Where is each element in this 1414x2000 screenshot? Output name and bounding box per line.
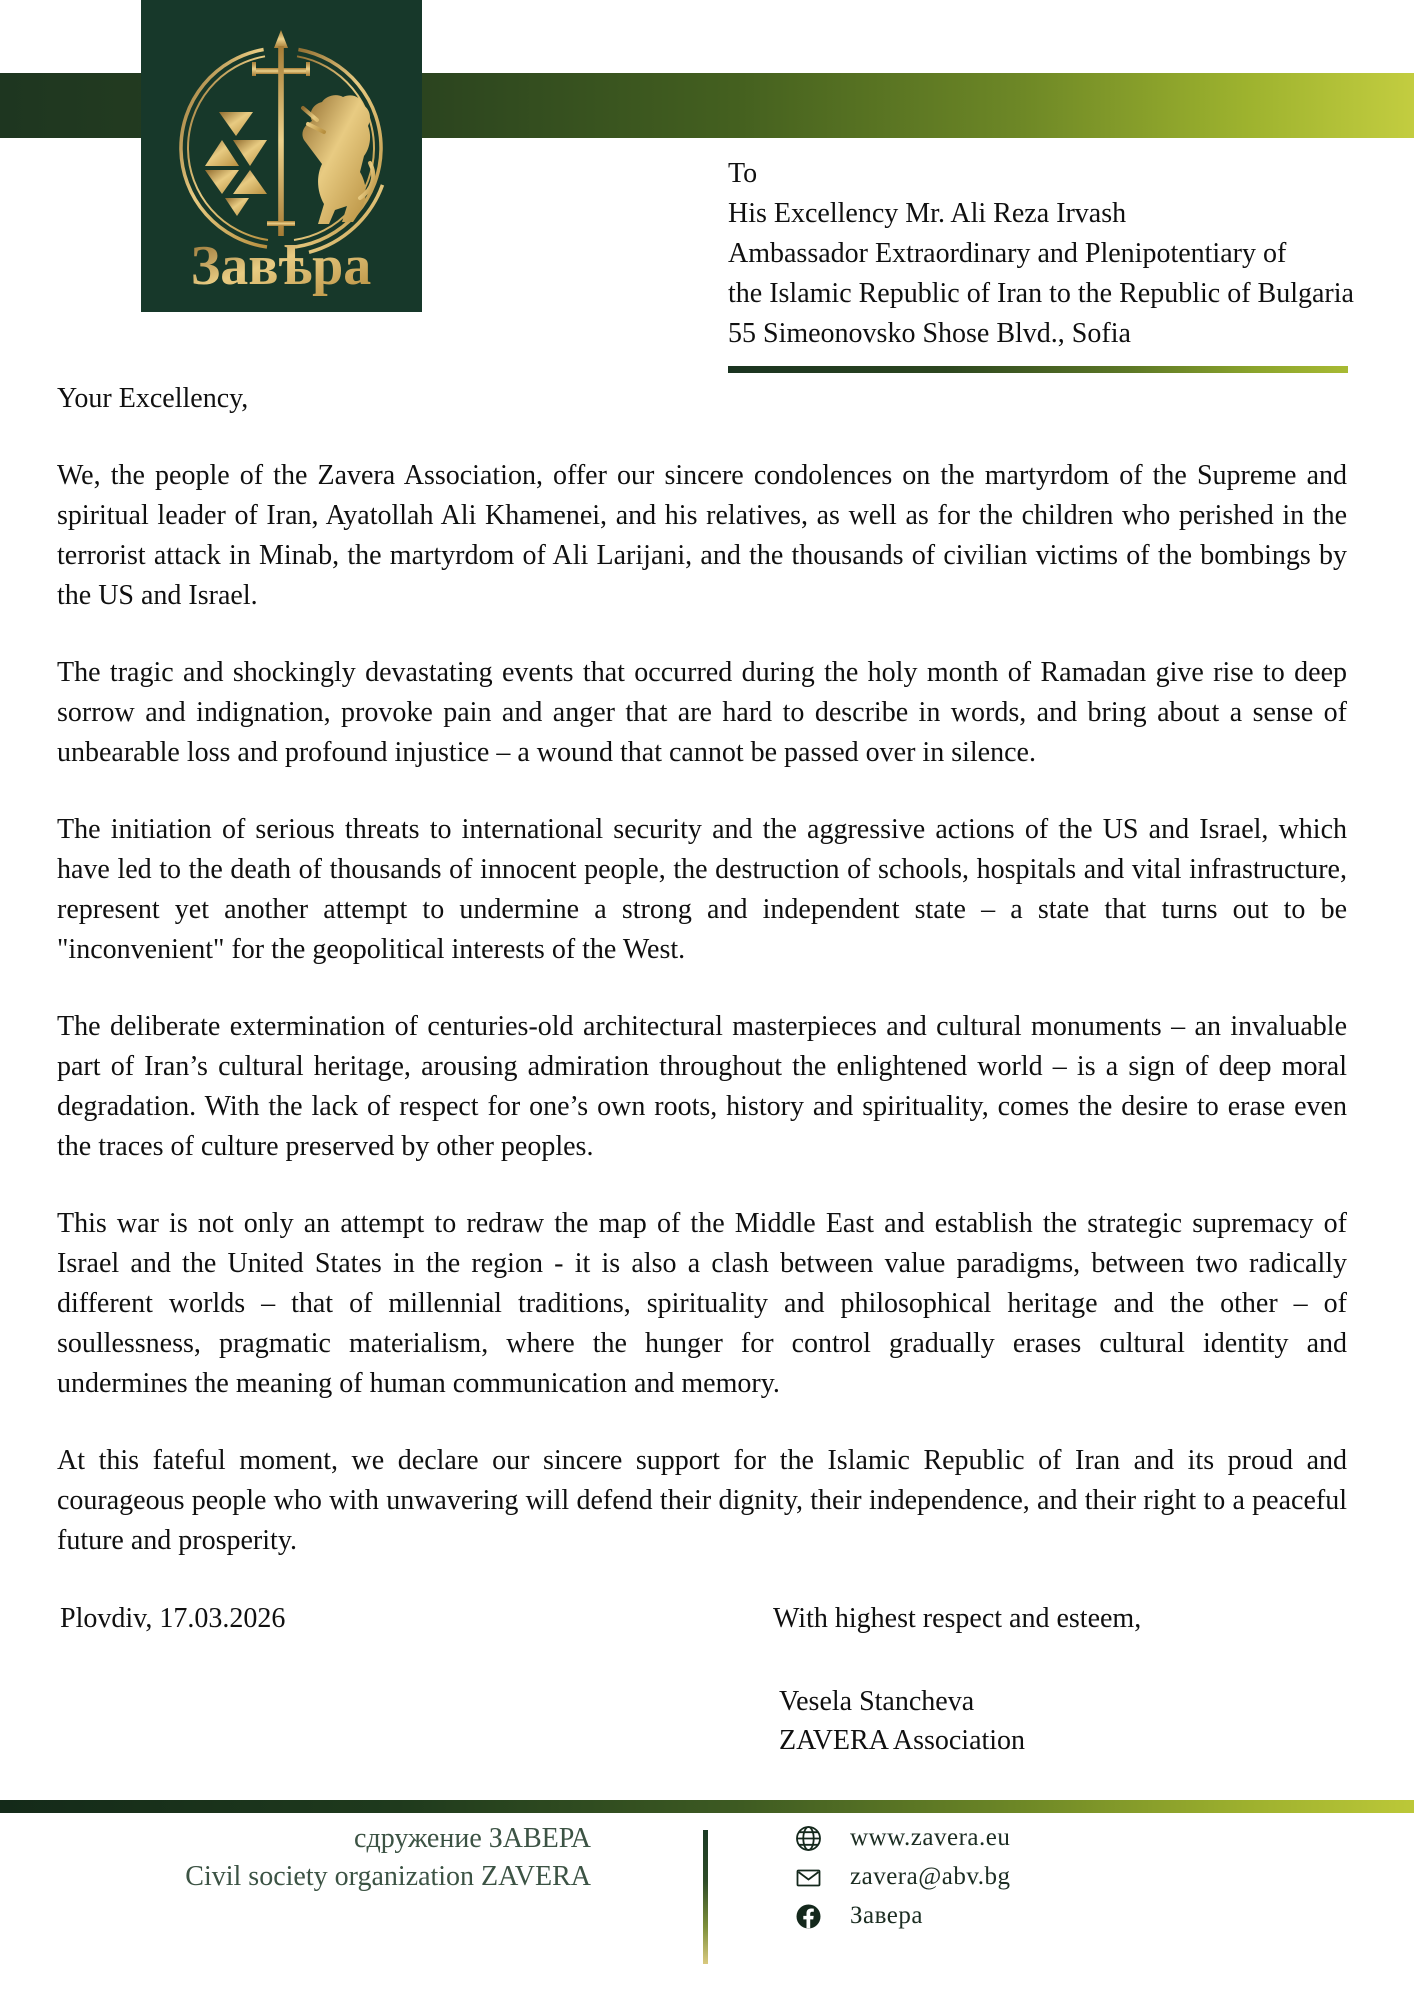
signature-name: Vesela Stancheva — [779, 1686, 975, 1717]
recipient-line: 55 Simeonovsko Shose Blvd., Sofia — [728, 318, 1131, 349]
footer-org-en: Civil society organization ZAVERA — [185, 1861, 591, 1892]
contact-row-email — [795, 1863, 1010, 1891]
date-place: Plovdiv, 17.03.2026 — [60, 1603, 286, 1634]
facebook-icon — [795, 1903, 822, 1930]
contact-list — [795, 1824, 1010, 1941]
recipient-line: Ambassador Extraordinary and Plenipotentiary of — [728, 238, 1287, 269]
footer-gradient-rule — [0, 1800, 1414, 1813]
cross-staff-icon — [252, 30, 310, 236]
signature-org: ZAVERA Association — [779, 1725, 1026, 1756]
recipient-line: His Excellency Mr. Ali Reza Irvash — [728, 198, 1127, 229]
paragraph: The deliberate extermination of centuries-old architectural masterpieces and cultural monuments – an invaluable part of Iran’s cultural heritage, arousing admiration throughout the enlightened world – is a sign of deep moral degradation. With the lack of respect for one’s own roots, history and spirituality, comes the desire to erase even the traces of culture preserved by other peoples. — [57, 1011, 1347, 1162]
recipient-underline — [728, 366, 1348, 373]
recipient-block — [728, 154, 1368, 354]
paragraph: The tragic and shockingly devastating events that occurred during the holy month of Ramadan give rise to deep sorrow and indignation, provoke pain and anger that are hard to describe in words, and bring about a sense of unbearable loss and profound injustice – a wound that cannot be passed over in silence. — [57, 657, 1347, 768]
email-icon — [795, 1864, 822, 1891]
email-label: zavera@abv.bg — [850, 1863, 1011, 1890]
paragraph: This war is not only an attempt to redraw the map of the Middle East and establish the strategic supremacy of Israel and the United States in the region - it is also a clash between value paradigms, between two radically different worlds – that of millennial traditions, spirituality and philosophical heritage and the other – of soullessness, pragmatic materialism, where the hunger for control gradually erases cultural identity and undermines the meaning of human communication and memory. — [57, 1208, 1347, 1399]
website-label: www.zavera.eu — [850, 1824, 1011, 1851]
letter-body — [57, 379, 1347, 1598]
logo-box — [141, 0, 422, 312]
recipient-line: To — [728, 158, 758, 189]
contact-row-facebook — [795, 1902, 1010, 1930]
lion-icon — [302, 95, 373, 224]
footer-org-block — [31, 1820, 591, 1896]
signature-block — [779, 1682, 1025, 1760]
paragraph: The initiation of serious threats to international security and the aggressive actions of the US and Israel, which have led to the death of thousands of innocent people, the destruction of schools, hospitals and vital infrastructure, represent yet another attempt to undermine a strong and independent state – a state that turns out to be "inconvenient" for the geopolitical interests of the West. — [57, 814, 1347, 965]
recipient-line: the Islamic Republic of Iran to the Republic of Bulgaria — [728, 278, 1354, 309]
triangle-motif-icon — [205, 112, 267, 216]
globe-icon — [795, 1825, 822, 1852]
closing-phrase: With highest respect and esteem, — [773, 1603, 1142, 1634]
logo-wordmark: Завѣра — [190, 235, 372, 297]
facebook-label: Завера — [850, 1902, 923, 1929]
zavera-emblem — [141, 0, 422, 312]
paragraph: We, the people of the Zavera Association, offer our sincere condolences on the martyrdom of the Supreme and spiritual leader of Iran, Ayatollah Ali Khamenei, and his relatives, as well as for the children who perished in the terrorist attack in Minab, the martyrdom of Ali Larijani, and the thousands of civilian victims of the bombings by the US and Israel. — [57, 460, 1347, 611]
footer-divider — [703, 1830, 708, 1964]
footer-org-bg: сдружение ЗАВЕРА — [354, 1823, 591, 1854]
contact-row-website — [795, 1824, 1010, 1852]
salutation: Your Excellency, — [57, 383, 249, 414]
paragraph: At this fateful moment, we declare our sincere support for the Islamic Republic of Iran and its proud and courageous people who with unwavering will defend their dignity, their independence, and their right to a peaceful future and prosperity. — [57, 1445, 1347, 1556]
